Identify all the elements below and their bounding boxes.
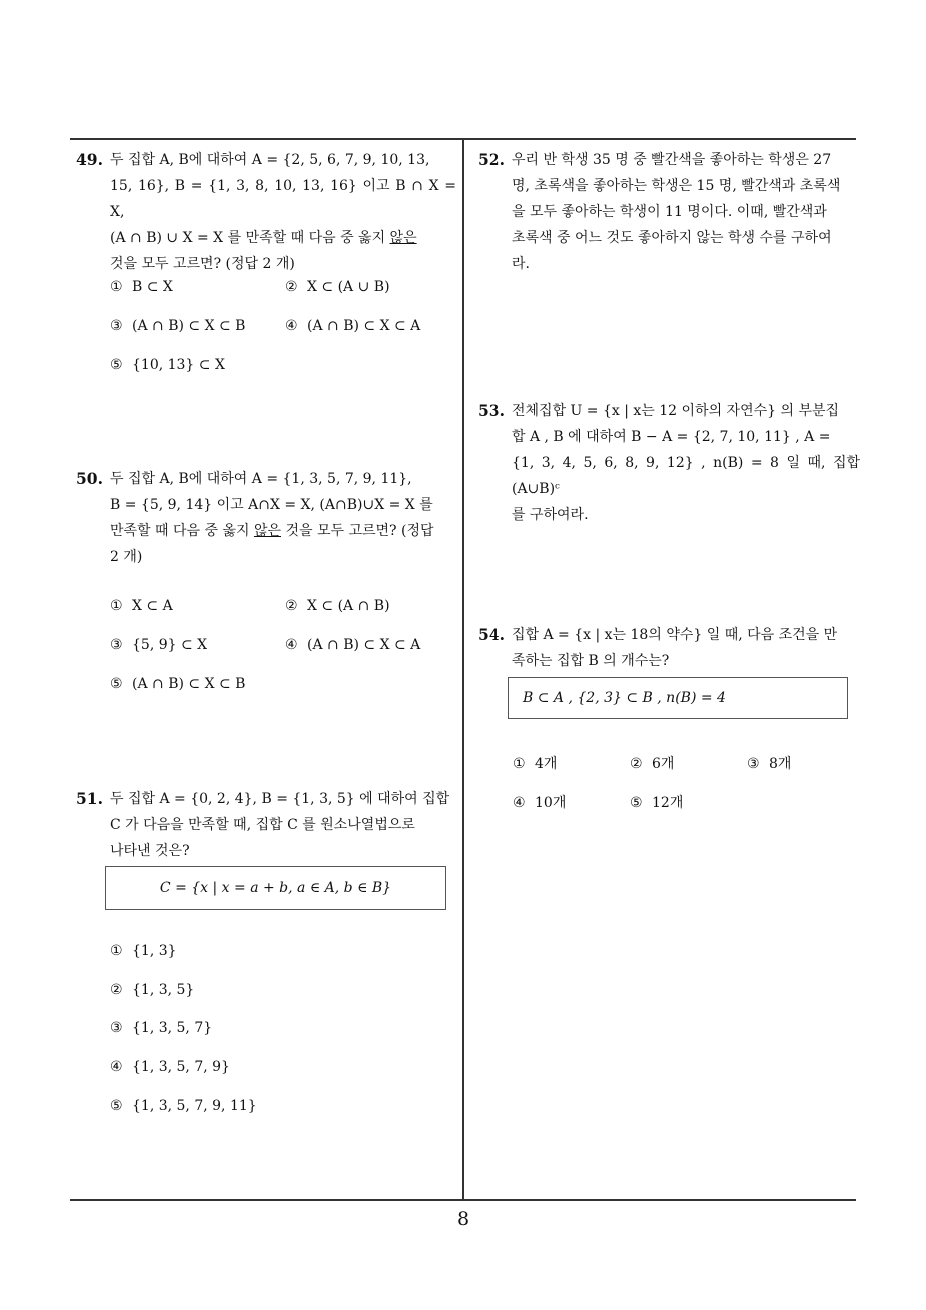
stem-line: 것을 모두 고르면? (정답 2 개) — [110, 256, 295, 272]
option-marker: ① — [110, 943, 123, 959]
stem-line: 우리 반 학생 35 명 중 빨간색을 좋아하는 학생은 27 — [512, 152, 832, 168]
question-53 — [478, 398, 860, 528]
option-3[interactable] — [110, 1020, 212, 1036]
option-marker: ① — [110, 598, 123, 614]
question-54-stem — [478, 622, 860, 674]
question-number: 52. — [478, 150, 505, 169]
option-text: {1, 3, 5, 7} — [132, 1020, 213, 1036]
stem-line: C 가 다음을 만족할 때, 집합 C 를 원소나열법으로 — [110, 817, 415, 833]
option-text: {1, 3, 5} — [132, 982, 195, 998]
stem-line: 족하는 집합 B 의 개수는? — [512, 653, 670, 669]
option-text: B ⊂ X — [132, 279, 173, 295]
option-marker: ② — [285, 598, 298, 614]
stem-text: (A ∩ B) ∪ X = X 를 만족할 때 다음 중 옳지 — [110, 230, 390, 246]
option-text: {1, 3, 5, 7, 9} — [132, 1059, 230, 1075]
stem-line: 를 구하여라. — [512, 507, 589, 523]
option-text: {10, 13} ⊂ X — [132, 357, 225, 373]
question-54 — [478, 622, 860, 674]
question-53-stem — [478, 398, 860, 528]
underlined-text: 않은 — [389, 230, 417, 246]
option-text: 6개 — [652, 756, 675, 772]
option-3[interactable] — [747, 753, 791, 773]
question-52-stem — [478, 147, 860, 277]
question-50 — [76, 466, 456, 570]
option-1[interactable] — [110, 943, 177, 959]
option-1[interactable] — [513, 753, 557, 773]
page-number: 8 — [456, 1208, 470, 1230]
question-49 — [76, 147, 456, 277]
question-number: 49. — [76, 150, 103, 169]
question-number: 54. — [478, 625, 505, 644]
option-text: 8개 — [769, 756, 792, 772]
bottom-rule — [70, 1199, 856, 1201]
stem-text: 것을 모두 고르면? (정답 — [281, 523, 434, 539]
option-text: {5, 9} ⊂ X — [132, 637, 208, 653]
stem-line: 합 A , B 에 대하여 B − A = {2, 7, 10, 11} , A = — [512, 429, 831, 445]
option-text: 10개 — [535, 795, 567, 811]
option-2[interactable] — [285, 598, 390, 614]
stem-line — [110, 518, 456, 544]
option-4[interactable] — [285, 637, 420, 653]
column-divider — [462, 139, 464, 1200]
option-marker: ⑤ — [630, 795, 643, 811]
question-50-stem — [76, 466, 456, 570]
option-text: (A ∩ B) ⊂ X ⊂ B — [132, 318, 246, 334]
option-marker: ③ — [110, 1020, 123, 1036]
option-3[interactable] — [110, 318, 245, 334]
stem-line: 초록색 중 어느 것도 좋아하지 않는 학생 수를 구하여 — [512, 230, 832, 246]
stem-line: 집합 A = {x | x는 18의 약수} 일 때, 다음 조건을 만 — [512, 627, 838, 643]
option-text: X ⊂ (A ∩ B) — [307, 598, 390, 614]
option-marker: ① — [110, 279, 123, 295]
stem-line: 라. — [512, 256, 530, 272]
option-marker: ⑤ — [110, 1098, 123, 1114]
option-marker: ② — [110, 982, 123, 998]
option-text: {1, 3} — [132, 943, 177, 959]
option-marker: ③ — [110, 318, 123, 334]
option-3[interactable] — [110, 637, 207, 653]
option-5[interactable] — [110, 1098, 257, 1114]
option-text: (A ∩ B) ⊂ X ⊂ B — [132, 676, 246, 692]
stem-line: 두 집합 A = {0, 2, 4}, B = {1, 3, 5} 에 대하여 집합 — [110, 791, 450, 807]
option-text: 4개 — [535, 756, 558, 772]
option-text: (A ∩ B) ⊂ X ⊂ A — [307, 318, 421, 334]
question-51 — [76, 786, 456, 864]
option-text: X ⊂ A — [132, 598, 173, 614]
option-text: (A ∩ B) ⊂ X ⊂ A — [307, 637, 421, 653]
underlined-text: 않은 — [253, 523, 282, 539]
stem-line: 전체집합 U = {x | x는 12 이하의 자연수} 의 부분집 — [512, 403, 840, 419]
condition-box — [508, 677, 848, 719]
question-number: 51. — [76, 789, 103, 808]
option-1[interactable] — [110, 598, 173, 614]
option-2[interactable] — [630, 753, 674, 773]
stem-line: B = {5, 9, 14} 이고 A∩X = X, (A∩B)∪X = X 를 — [110, 497, 433, 513]
question-number: 50. — [76, 469, 103, 488]
option-marker: ① — [513, 756, 526, 772]
option-text: 12개 — [652, 795, 684, 811]
stem-line: 두 집합 A, B에 대하여 A = {2, 5, 6, 7, 9, 10, 13, — [110, 152, 430, 168]
option-2[interactable] — [110, 982, 194, 998]
stem-line: 15, 16}, B = {1, 3, 8, 10, 13, 16} 이고 B ∩ X = X, — [110, 178, 456, 220]
option-marker: ④ — [110, 1059, 123, 1075]
option-marker: ② — [630, 756, 643, 772]
option-4[interactable] — [285, 318, 420, 334]
option-text: {1, 3, 5, 7, 9, 11} — [132, 1098, 257, 1114]
option-marker: ② — [285, 279, 298, 295]
stem-line — [110, 225, 456, 251]
option-5[interactable] — [110, 676, 245, 692]
option-marker: ④ — [285, 318, 298, 334]
stem-line: 명, 초록색을 좋아하는 학생은 15 명, 빨간색과 초록색 — [512, 178, 841, 194]
option-marker: ⑤ — [110, 357, 123, 373]
condition-box — [105, 866, 446, 910]
option-marker: ⑤ — [110, 676, 123, 692]
stem-line: 나타낸 것은? — [110, 843, 190, 859]
condition-text: C = {x | x = a + b, a ∈ A, b ∈ B} — [159, 880, 392, 896]
option-5[interactable] — [630, 792, 683, 812]
option-text: X ⊂ (A ∪ B) — [307, 279, 390, 295]
stem-line: 두 집합 A, B에 대하여 A = {1, 3, 5, 7, 9, 11}, — [110, 471, 412, 487]
stem-line: 을 모두 좋아하는 학생이 11 명이다. 이때, 빨간색과 — [512, 204, 827, 220]
option-marker: ③ — [110, 637, 123, 653]
question-number: 53. — [478, 401, 505, 420]
option-marker: ③ — [747, 756, 760, 772]
condition-text: B ⊂ A , {2, 3} ⊂ B , n(B) = 4 — [523, 690, 726, 706]
stem-line: 2 개) — [110, 549, 143, 565]
option-4[interactable] — [110, 1059, 230, 1075]
option-2[interactable] — [285, 279, 390, 295]
stem-text: 만족할 때 다음 중 옳지 — [110, 523, 254, 539]
option-marker: ④ — [513, 795, 526, 811]
option-1[interactable] — [110, 279, 173, 295]
question-52 — [478, 147, 860, 277]
question-49-stem — [76, 147, 456, 277]
question-51-stem — [76, 786, 456, 864]
option-5[interactable] — [110, 357, 225, 373]
option-marker: ④ — [285, 637, 298, 653]
option-4[interactable] — [513, 792, 566, 812]
stem-line: {1, 3, 4, 5, 6, 8, 9, 12} , n(B) = 8 일 때, 집합 (A∪B)ᶜ — [512, 455, 860, 497]
